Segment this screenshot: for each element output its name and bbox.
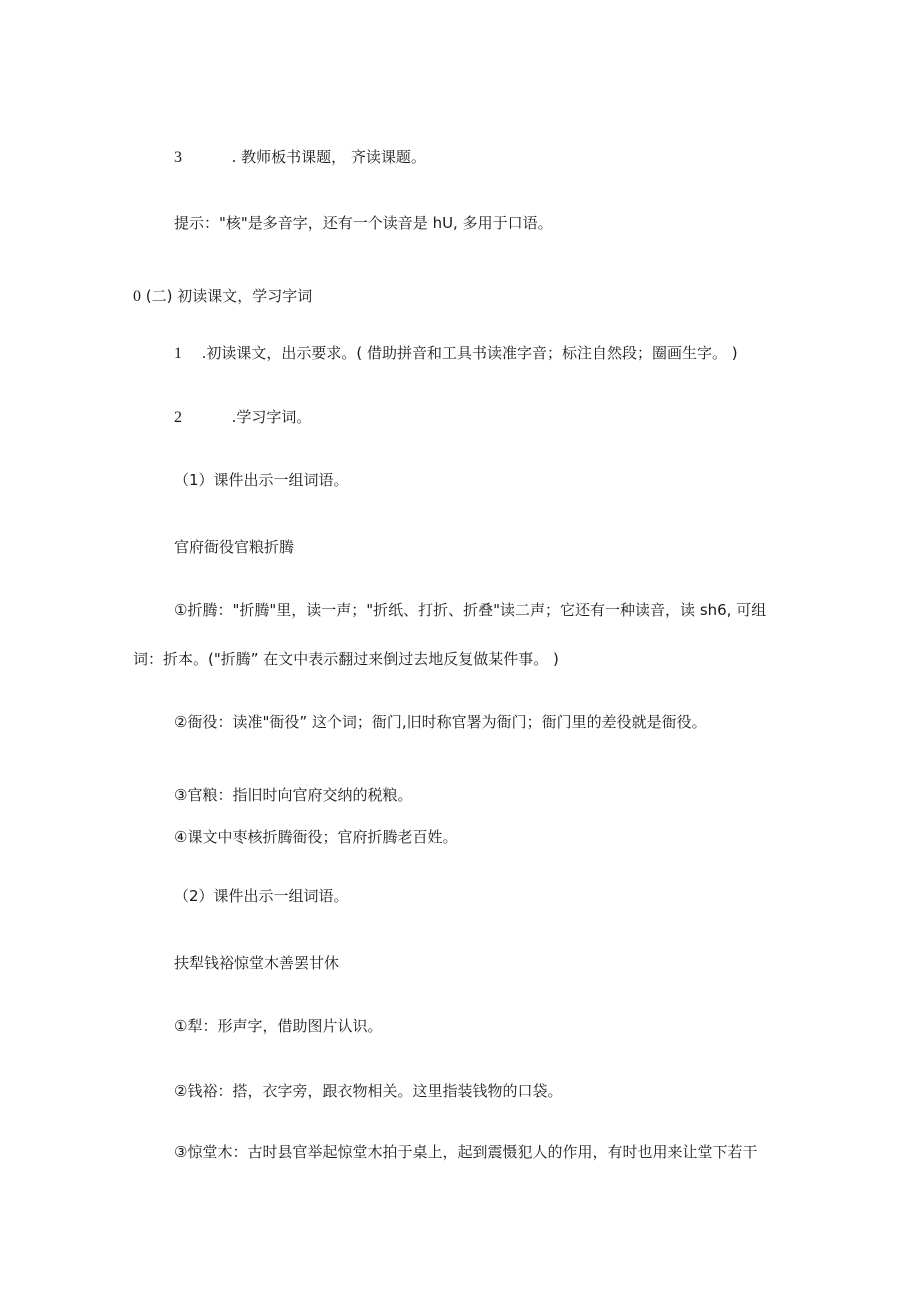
item-1-number: 1	[174, 345, 182, 362]
step-3-number: 3	[174, 149, 182, 166]
item-2-number: 2	[174, 409, 182, 426]
note-6-line: ②钱裕：搭，衣字旁，跟衣物相关。这里指装钱物的口袋。	[174, 1082, 563, 1100]
note-1-line-2: 词：折本。("折腾” 在文中表示翻过来倒过去地反复做某件事。 )	[133, 650, 559, 668]
words-2-line: 扶犁钱裕惊堂木善罢甘休	[174, 954, 340, 972]
section-two-heading	[133, 286, 312, 307]
item-1-text: .初读课文，出示要求。( 借助拼音和工具书读准字音；标注自然段；圈画生字。 )	[201, 344, 738, 362]
section-two-title: (二) 初读课文，学习字词	[145, 287, 313, 305]
note-4-line: ④课文中枣核折腾衙役；官府折腾老百姓。	[174, 828, 458, 846]
words-1-line: 官府衙役官粮折腾	[174, 538, 295, 556]
item-2-text: .学习字词。	[231, 408, 312, 426]
sub-2-line: （2）课件出示一组词语。	[174, 887, 349, 905]
step-3-text: . 教师板书课题， 齐读课题。	[231, 148, 426, 166]
note-3-line: ③官粮：指旧时向官府交纳的税粮。	[174, 786, 413, 804]
note-5-line: ①犁：形声字，借助图片认识。	[174, 1017, 383, 1035]
note-1-line-1: ①折腾："折腾"里，读一声；"折纸、打折、折叠"读二声；它还有一种读音，读 sh6, 可组	[174, 601, 767, 619]
step-3-line	[174, 147, 426, 168]
tip-line: 提示："核"是多音字，还有一个读音是 hU, 多用于口语。	[174, 214, 553, 232]
sub-1-line: （1）课件出示一组词语。	[174, 471, 349, 489]
note-7-line: ③惊堂木：古时县官举起惊堂木拍于桌上，起到震慑犯人的作用，有时也用来让堂下若干	[174, 1143, 758, 1161]
item-1-line	[174, 343, 738, 364]
item-2-line	[174, 407, 311, 428]
note-2-line: ②衙役：读准"衙役” 这个词；衙门,旧时称官署为衙门；衙门里的差役就是衙役。	[174, 713, 707, 731]
section-two-prefix: 0	[133, 288, 141, 305]
